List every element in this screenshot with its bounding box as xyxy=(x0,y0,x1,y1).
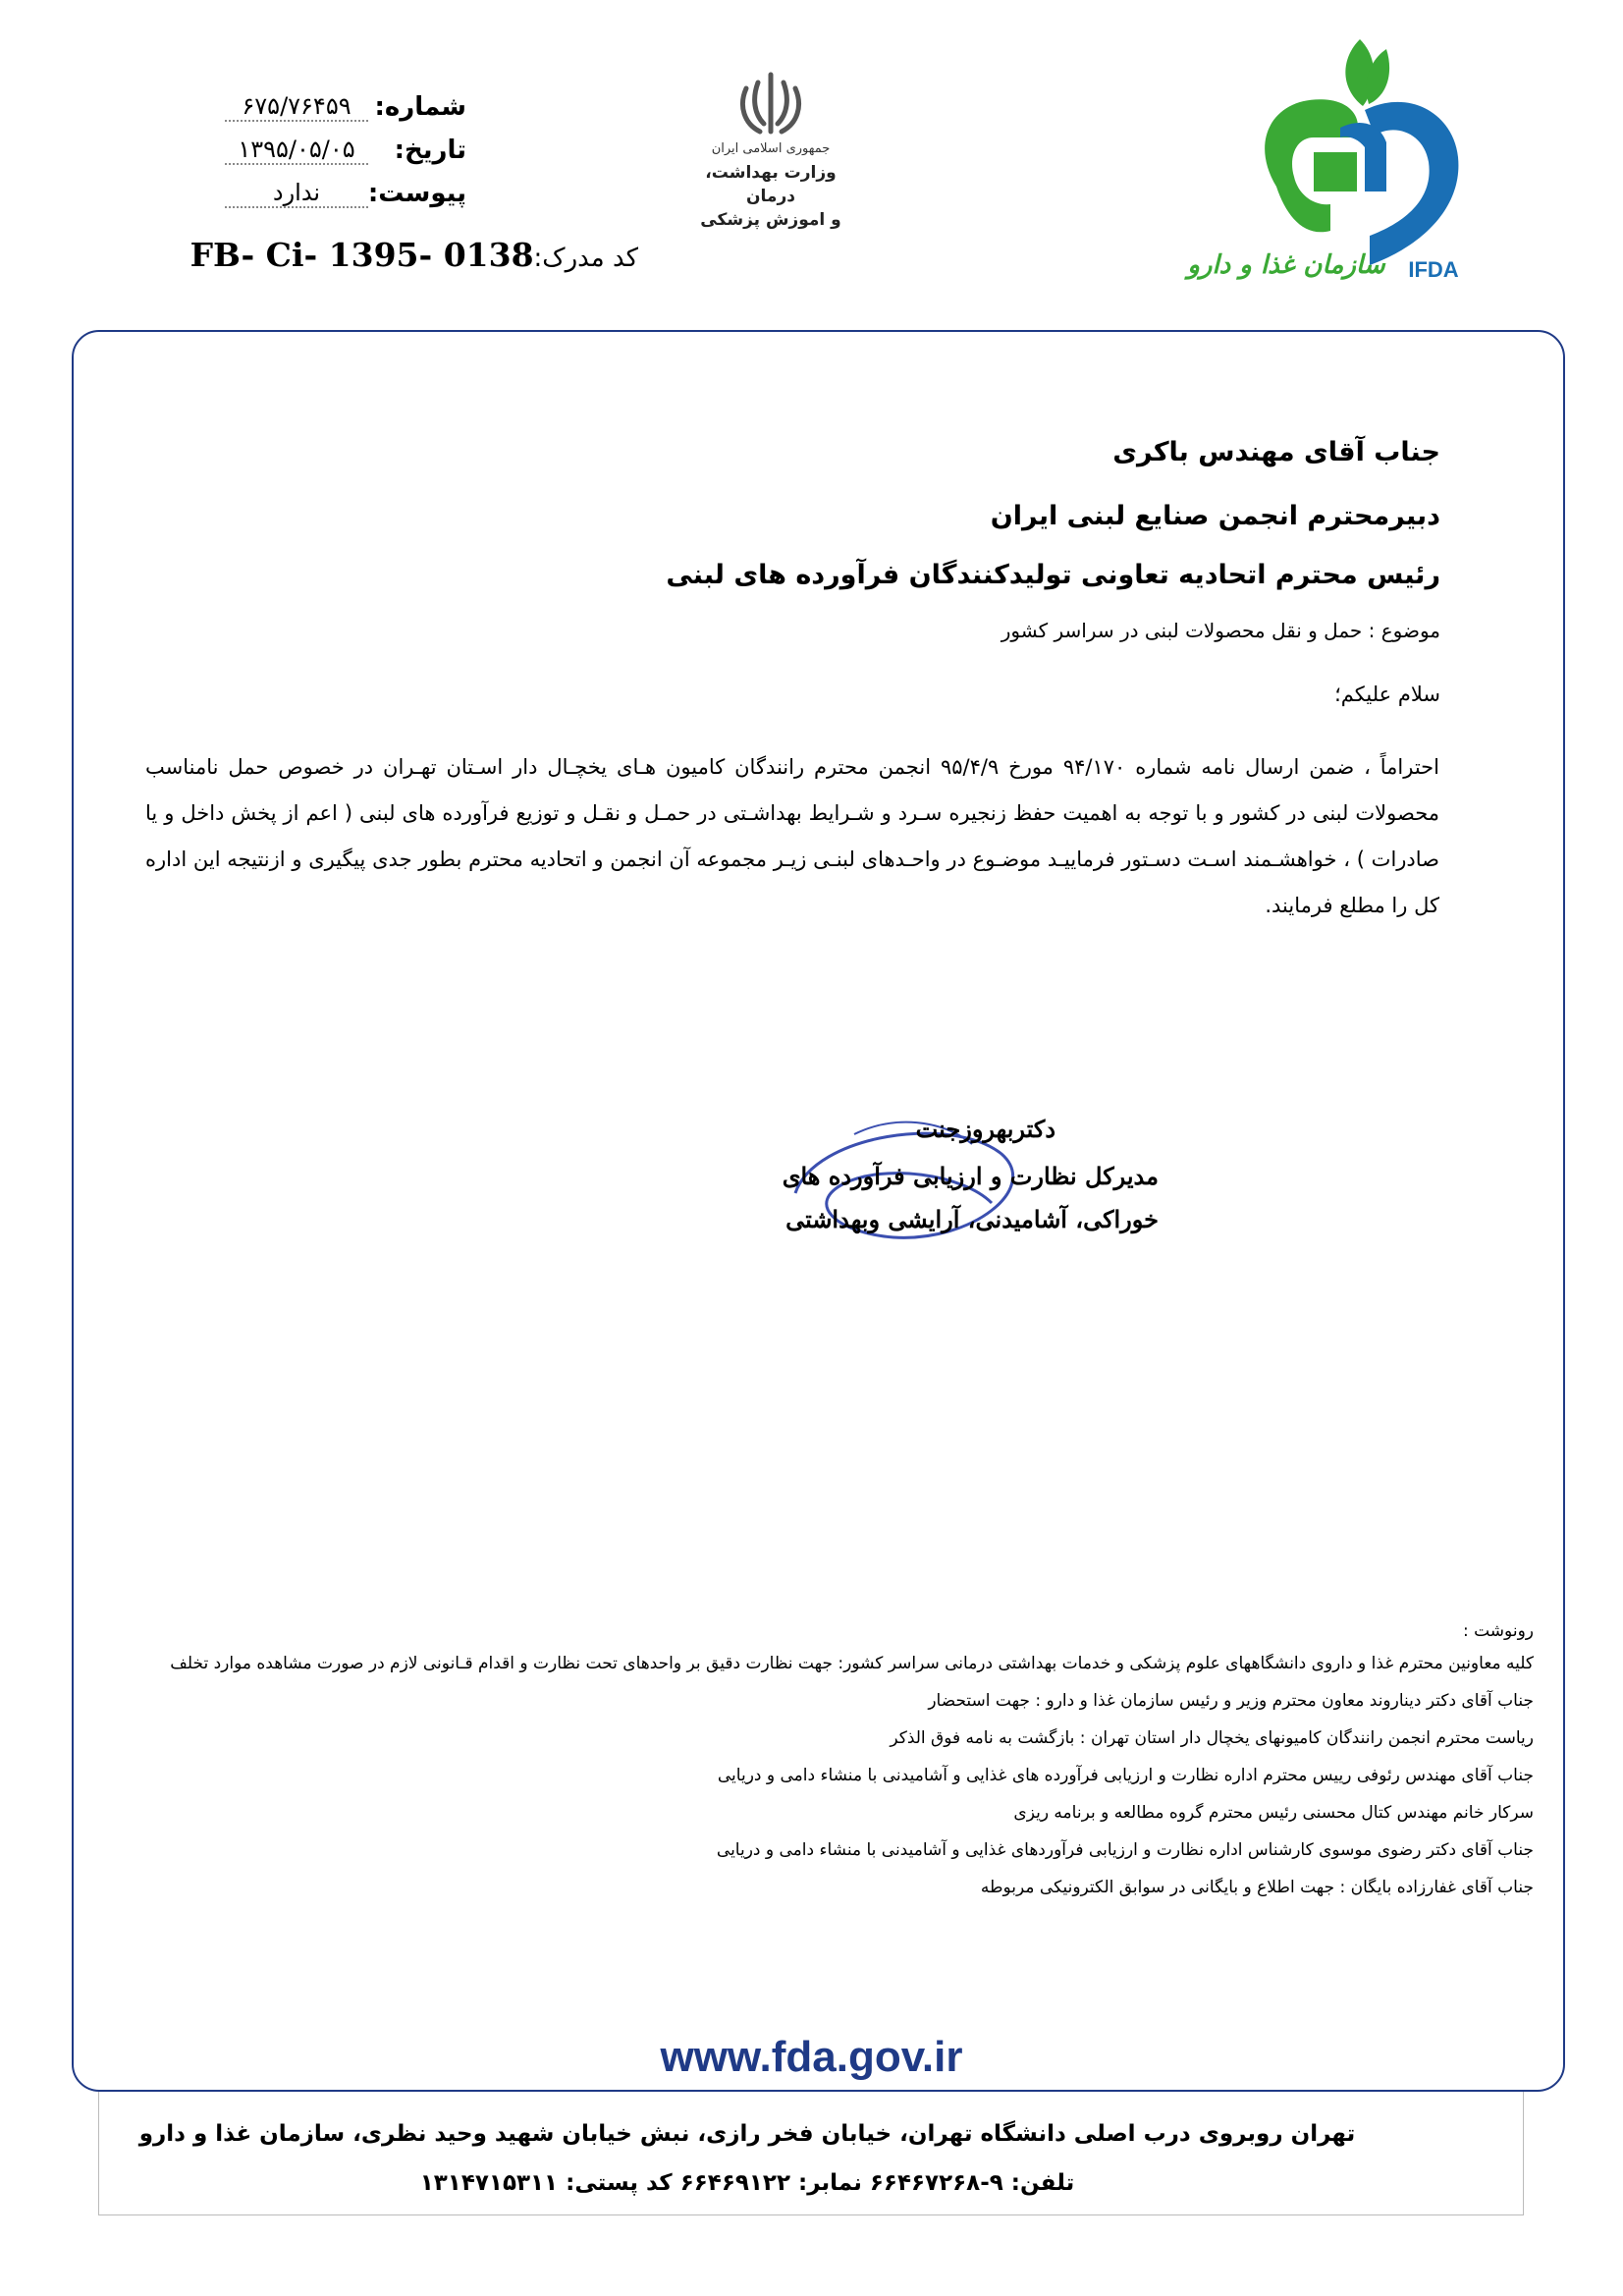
document-code xyxy=(189,236,638,274)
page-footer xyxy=(98,2092,1524,2215)
cc-item: ریاست محترم انجمن رانندگان کامیونهای یخچال دار استان تهران : بازگشت به نامه فوق الذکر xyxy=(890,1728,1534,1748)
cc-item: کلیه معاونین محترم غذا و داروی دانشگاههای علوم پزشکی و خدمات بهداشتی درمانی سراسر کشور: جهت نظارت دقیق بر واحدهای تحت نظارت و اقدام قـانونی لازم در صورت مشاهده موارد تخلف xyxy=(170,1654,1534,1673)
cc-item: جناب آقای دکتر دیناروند معاون محترم وزیر و رئیس سازمان غذا و دارو : جهت استحضار xyxy=(928,1691,1534,1711)
document-code-value: FB- Ci- 1395- 0138 xyxy=(189,236,534,274)
signer-title-2: خوراکی، آشامیدنی، آرایشی وبهداشتی xyxy=(785,1205,1159,1233)
cc-item: جناب آقای مهندس رئوفی رییس محترم اداره نظارت و ارزیابی فرآورده های غذایی و آشامیدنی با منشاء دامی و دریایی xyxy=(717,1766,1534,1785)
signer-name: دکتربهروزجنت xyxy=(915,1115,1055,1143)
emblem-ministry-cont: و اموزش پزشکی xyxy=(700,210,841,230)
letter-metadata xyxy=(172,79,466,208)
emblem-ministry: وزارت بهداشت، درمان xyxy=(705,163,837,206)
letter-number-label: شماره: xyxy=(374,92,466,122)
ministry-emblem xyxy=(687,69,854,265)
footer-contact: تلفن: ۹-۶۶۴۶۷۲۶۸ نمابر: ۶۶۴۶۹۱۲۲ کد پستی: ۱۳۱۴۷۱۵۳۱۱ xyxy=(419,2170,1075,2196)
emblem-country: جمهوری اسلامی ایران xyxy=(711,141,831,156)
website-link[interactable]: www.fda.gov.ir xyxy=(660,2033,963,2081)
letter-number-row xyxy=(172,79,466,122)
cc-list xyxy=(98,1615,1534,1904)
iran-emblem-icon xyxy=(736,69,805,137)
letter-date-value: ۱۳۹۵/۰۵/۰۵ xyxy=(225,136,368,165)
signature-block xyxy=(727,1115,1159,1252)
letter-date-row xyxy=(172,122,466,165)
fda-logo xyxy=(1129,20,1512,295)
fda-logo-mark xyxy=(1129,20,1512,295)
letter-date-label: تاریخ: xyxy=(394,136,466,165)
letter-attachment-value: ندارد xyxy=(225,179,368,208)
footer-address: تهران روبروی درب اصلی دانشگاه تهران، خیابان فخر رازی، نبش خیابان شهید وحید نظری، سازمان غذا و دارو xyxy=(138,2121,1356,2147)
fda-logo-abbr: IFDA xyxy=(1408,257,1459,282)
signer-title-1: مدیرکل نظارت و ارزیابی فرآورده های xyxy=(782,1162,1159,1190)
recipient-line-1: جناب آقای مهندس باکری xyxy=(1112,437,1440,467)
recipient-line-2: دبیرمحترم انجمن صنایع لبنی ایران xyxy=(990,501,1440,531)
letter-attachment-label: پیوست: xyxy=(367,179,466,208)
cc-item: جناب آقای دکتر رضوی موسوی کارشناس اداره نظارت و ارزیابی فرآوردهای غذایی و آشامیدنی با منشاء دامی و دریایی xyxy=(716,1840,1534,1860)
recipient-line-3: رئیس محترم اتحادیه تعاونی تولیدکنندگان فرآورده های لبنی xyxy=(666,560,1440,590)
cc-heading: رونوشت : xyxy=(1462,1621,1534,1641)
fda-logo-name: سازمان غذا و دارو xyxy=(1187,250,1385,280)
cc-item: سرکار خانم مهندس کتال محسنی رئیس محترم گروه مطالعه و برنامه ریزی xyxy=(1013,1803,1534,1823)
letter-attachment-row xyxy=(172,165,466,208)
cc-item: جناب آقای غفارزاده بایگان : جهت اطلاع و بایگانی در سوابق الکترونیکی مربوطه xyxy=(980,1878,1534,1897)
letter-body: احتراماً ، ضمن ارسال نامه شماره ۹۴/۱۷۰ مورخ ۹۵/۴/۹ انجمن محترم رانندگان کامیون هـای یخچـال دار اسـتان تهـران در خصوص حمل نامناسب محصولات لبنی در کشور و با توجه به اهمیت حفظ زنجیره سـرد و شـرایط بهداشـتی در حمـل و نقـل و توزیع فرآورده های لبنی ( اعم از پخش داخل و یا صادرات ) ، خواهشـمند اسـت دسـتور فرماییـد موضـوع در واحـدهای لبنـی زیـر مجموعه آن انجمن و اتحادیه محترم بطور جدی پیگیری و ازنتیجه این اداره کل را مطلع فرمایند. xyxy=(145,755,1439,917)
letter-subject: موضوع : حمل و نقل محصولات لبنی در سراسر کشور xyxy=(1001,619,1440,642)
document-code-label: کد مدرک: xyxy=(533,244,638,273)
letter-salutation: سلام علیکم؛ xyxy=(1334,683,1440,706)
letter-number-value: ۶۷۵/۷۶۴۵۹ xyxy=(225,92,368,122)
